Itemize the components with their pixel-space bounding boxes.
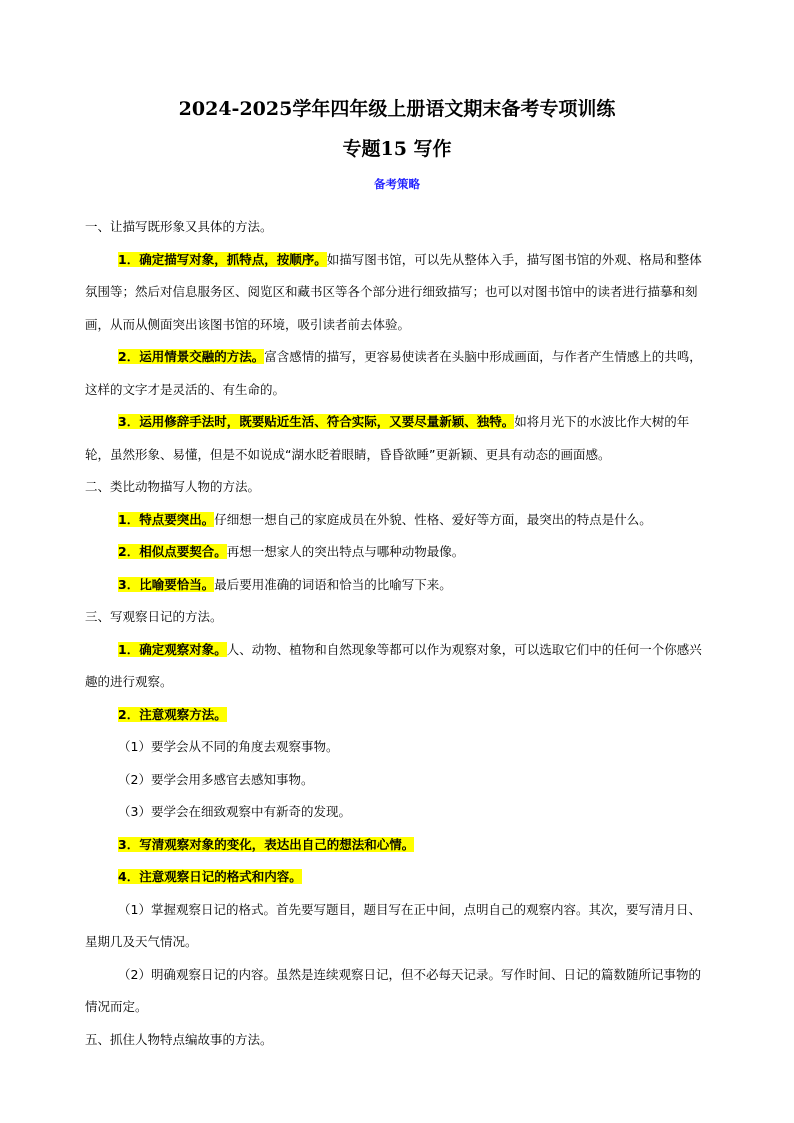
- highlight-text: 3．运用修辞手法时，既要贴近生活、符合实际，又要尽量新颖、独特。: [118, 414, 515, 429]
- paragraph: [85, 699, 709, 732]
- document-title: 2024-2025学年四年级上册语文期末备考专项训练: [178, 98, 616, 120]
- highlight-text: 4．注意观察日记的格式和内容。: [118, 869, 302, 884]
- highlight-text: 1．确定观察对象。: [118, 641, 227, 657]
- paragraph: [85, 341, 709, 406]
- highlight-text: 2．运用情景交融的方法。: [118, 349, 265, 364]
- list-item: （3）要学会在细致观察中有新奇的发现。: [118, 804, 351, 819]
- highlight-text: 2．注意观察方法。: [118, 706, 227, 722]
- paragraph: [85, 536, 709, 569]
- paragraph: （1）掌握观察日记的格式。首先要写题目，题目写在正中间，点明自己的观察内容。其次，要写清月日、星期几及天气情况。: [85, 901, 701, 949]
- document-body: [85, 211, 709, 1056]
- paragraph-text: 仔细想一想自己的家庭成员在外貌、性格、爱好等方面，最突出的特点是什么。: [214, 511, 652, 527]
- paragraph: [85, 244, 709, 342]
- highlight-text: 1．确定描写对象，抓特点，按顺序。: [118, 251, 327, 267]
- paragraph-text: 再想一想家人的突出特点与哪种动物最像。: [226, 544, 465, 559]
- section-heading: 二、类比动物描写人物的方法。: [85, 479, 261, 494]
- paragraph: [85, 861, 709, 894]
- document-subtitle: 专题15 写作: [342, 138, 452, 160]
- paragraph: （2）明确观察日记的内容。虽然是连续观察日记，但不必每天记录。写作时间、日记的篇数随所记事物的情况而定。: [85, 966, 701, 1014]
- section-heading: 三、写观察日记的方法。: [85, 609, 223, 624]
- section-heading: 一、让描写既形象又具体的方法。: [85, 219, 273, 234]
- section-heading: 五、抓住人物特点编故事的方法。: [85, 1031, 273, 1047]
- paragraph-text: 最后要用准确的词语和恰当的比喻写下来。: [214, 576, 452, 592]
- section-label: 备考策略: [374, 177, 420, 191]
- paragraph: [85, 504, 709, 537]
- paragraph-text: 富含感情的描写，更容易使读者在头脑中形成画面，与作者产生情感上的共鸣，这样的文字才是灵活的、有生命的。: [85, 349, 702, 397]
- paragraph: [85, 406, 709, 471]
- list-item: （2）要学会用多感官去感知事物。: [118, 771, 314, 787]
- paragraph: [85, 829, 709, 862]
- paragraph-text: 如将月光下的水波比作大树的年轮，虽然形象、易懂，但是不如说成“湖水眨着眼睛，昏昏欲睡”更新颖、更具有动态的画面感。: [85, 414, 690, 462]
- paragraph: [85, 569, 709, 602]
- paragraph-text: 如描写图书馆，可以先从整体入手，描写图书馆的外观、格局和整体氛围等；然后对信息服务区、阅览区和藏书区等各个部分进行细致描写；也可以对图书馆中的读者进行描摹和刻画，从而从侧面突出该图书馆的环境，吸引读者前去体验。: [85, 251, 702, 332]
- list-item: （1）要学会从不同的角度去观察事物。: [118, 739, 339, 754]
- paragraph: [85, 634, 709, 699]
- highlight-text: 2．相似点要契合。: [118, 544, 227, 559]
- highlight-text: 3．写清观察对象的变化，表达出自己的想法和心情。: [118, 836, 415, 852]
- highlight-text: 3．比喻要恰当。: [118, 576, 215, 592]
- highlight-text: 1．特点要突出。: [118, 511, 215, 527]
- paragraph-text: 人、动物、植物和自然现象等都可以作为观察对象，可以选取它们中的任何一个你感兴趣的进行观察。: [85, 641, 702, 689]
